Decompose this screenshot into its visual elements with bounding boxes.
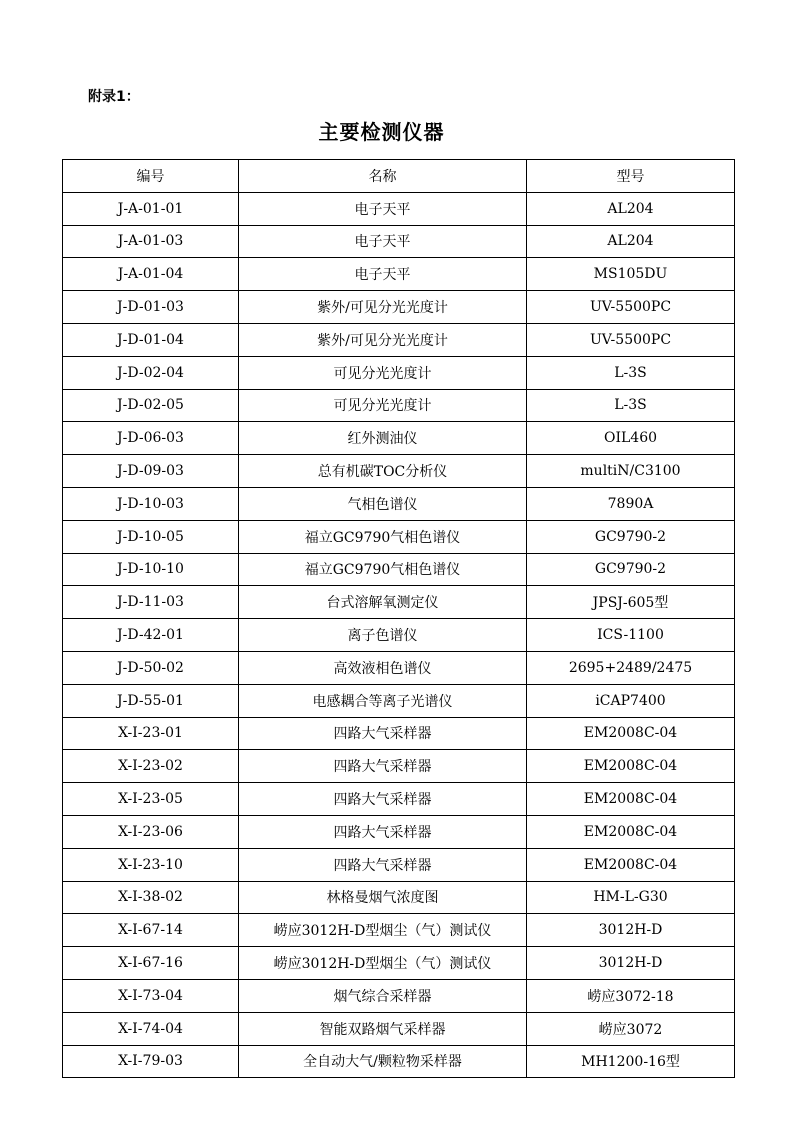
header-code: 编号	[63, 160, 239, 193]
cell-code: X-I-23-10	[63, 848, 239, 881]
cell-model: OIL460	[527, 422, 735, 455]
cell-code: X-I-74-04	[63, 1012, 239, 1045]
cell-model: 崂应3072-18	[527, 979, 735, 1012]
cell-code: J-D-02-04	[63, 356, 239, 389]
table-row	[63, 750, 735, 783]
cell-name: 可见分光光度计	[239, 356, 527, 389]
page-title: 主要检测仪器	[318, 120, 445, 144]
cell-model: EM2008C-04	[527, 750, 735, 783]
cell-name: 高效液相色谱仪	[239, 651, 527, 684]
table-row	[63, 979, 735, 1012]
cell-model: 3012H-D	[527, 914, 735, 947]
cell-name: 四路大气采样器	[239, 750, 527, 783]
header-name: 名称	[239, 160, 527, 193]
cell-name: 福立GC9790气相色谱仪	[239, 553, 527, 586]
cell-model: GC9790-2	[527, 520, 735, 553]
cell-name: 四路大气采样器	[239, 848, 527, 881]
cell-model: EM2008C-04	[527, 717, 735, 750]
cell-code: J-A-01-01	[63, 192, 239, 225]
cell-model: AL204	[527, 192, 735, 225]
cell-name: 气相色谱仪	[239, 487, 527, 520]
cell-code: J-D-10-03	[63, 487, 239, 520]
cell-code: J-D-10-05	[63, 520, 239, 553]
table-row	[63, 815, 735, 848]
cell-model: MH1200-16型	[527, 1045, 735, 1078]
cell-name: 台式溶解氧测定仪	[239, 586, 527, 619]
cell-code: J-D-01-04	[63, 323, 239, 356]
cell-name: 紫外/可见分光光度计	[239, 291, 527, 324]
cell-name: 崂应3012H-D型烟尘（气）测试仪	[239, 914, 527, 947]
cell-model: UV-5500PC	[527, 291, 735, 324]
cell-model: EM2008C-04	[527, 783, 735, 816]
table-row	[63, 192, 735, 225]
cell-name: 烟气综合采样器	[239, 979, 527, 1012]
cell-model: GC9790-2	[527, 553, 735, 586]
cell-model: iCAP7400	[527, 684, 735, 717]
cell-name: 红外测油仪	[239, 422, 527, 455]
cell-name: 林格曼烟气浓度图	[239, 881, 527, 914]
cell-code: J-D-50-02	[63, 651, 239, 684]
cell-model: L-3S	[527, 356, 735, 389]
cell-code: J-D-42-01	[63, 619, 239, 652]
table-row	[63, 455, 735, 488]
table-row	[63, 487, 735, 520]
cell-model: UV-5500PC	[527, 323, 735, 356]
table-row	[63, 389, 735, 422]
cell-name: 智能双路烟气采样器	[239, 1012, 527, 1045]
cell-model: 2695+2489/2475	[527, 651, 735, 684]
cell-code: X-I-67-14	[63, 914, 239, 947]
cell-model: multiN/C3100	[527, 455, 735, 488]
cell-model: ICS-1100	[527, 619, 735, 652]
cell-code: J-D-06-03	[63, 422, 239, 455]
table-row	[63, 225, 735, 258]
cell-model: EM2008C-04	[527, 848, 735, 881]
table-row	[63, 881, 735, 914]
table-row	[63, 258, 735, 291]
table-row	[63, 291, 735, 324]
cell-code: J-A-01-04	[63, 258, 239, 291]
appendix-label: 附录1：	[88, 89, 140, 105]
cell-code: J-D-01-03	[63, 291, 239, 324]
table-row	[63, 323, 735, 356]
cell-name: 四路大气采样器	[239, 783, 527, 816]
cell-name: 四路大气采样器	[239, 717, 527, 750]
table-row	[63, 1012, 735, 1045]
cell-code: J-A-01-03	[63, 225, 239, 258]
cell-model: 7890A	[527, 487, 735, 520]
table-row	[63, 1045, 735, 1078]
table-row	[63, 651, 735, 684]
table-row	[63, 914, 735, 947]
table-row	[63, 717, 735, 750]
cell-name: 四路大气采样器	[239, 815, 527, 848]
cell-code: X-I-23-02	[63, 750, 239, 783]
cell-code: X-I-38-02	[63, 881, 239, 914]
table-header-row	[63, 160, 735, 193]
cell-code: J-D-11-03	[63, 586, 239, 619]
cell-model: AL204	[527, 225, 735, 258]
cell-name: 总有机碳TOC分析仪	[239, 455, 527, 488]
table-row	[63, 947, 735, 980]
cell-name: 崂应3012H-D型烟尘（气）测试仪	[239, 947, 527, 980]
cell-name: 紫外/可见分光光度计	[239, 323, 527, 356]
table-row	[63, 356, 735, 389]
table-row	[63, 520, 735, 553]
cell-model: HM-L-G30	[527, 881, 735, 914]
table-row	[63, 422, 735, 455]
cell-model: EM2008C-04	[527, 815, 735, 848]
cell-name: 电子天平	[239, 258, 527, 291]
cell-code: J-D-10-10	[63, 553, 239, 586]
cell-code: X-I-23-05	[63, 783, 239, 816]
cell-code: J-D-55-01	[63, 684, 239, 717]
table-body	[63, 192, 735, 1078]
cell-name: 电子天平	[239, 225, 527, 258]
table-row	[63, 586, 735, 619]
table-row	[63, 783, 735, 816]
cell-name: 福立GC9790气相色谱仪	[239, 520, 527, 553]
cell-name: 电感耦合等离子光谱仪	[239, 684, 527, 717]
cell-name: 可见分光光度计	[239, 389, 527, 422]
header-model: 型号	[527, 160, 735, 193]
cell-code: J-D-02-05	[63, 389, 239, 422]
table-row	[63, 553, 735, 586]
cell-model: L-3S	[527, 389, 735, 422]
cell-name: 离子色谱仪	[239, 619, 527, 652]
cell-model: 3012H-D	[527, 947, 735, 980]
instrument-table	[62, 159, 735, 1078]
cell-name: 电子天平	[239, 192, 527, 225]
cell-code: X-I-23-01	[63, 717, 239, 750]
table-row	[63, 848, 735, 881]
cell-code: X-I-73-04	[63, 979, 239, 1012]
cell-model: 崂应3072	[527, 1012, 735, 1045]
cell-code: X-I-23-06	[63, 815, 239, 848]
table-row	[63, 684, 735, 717]
cell-name: 全自动大气/颗粒物采样器	[239, 1045, 527, 1078]
cell-model: JPSJ-605型	[527, 586, 735, 619]
cell-model: MS105DU	[527, 258, 735, 291]
table-row	[63, 619, 735, 652]
cell-code: X-I-79-03	[63, 1045, 239, 1078]
cell-code: J-D-09-03	[63, 455, 239, 488]
cell-code: X-I-67-16	[63, 947, 239, 980]
